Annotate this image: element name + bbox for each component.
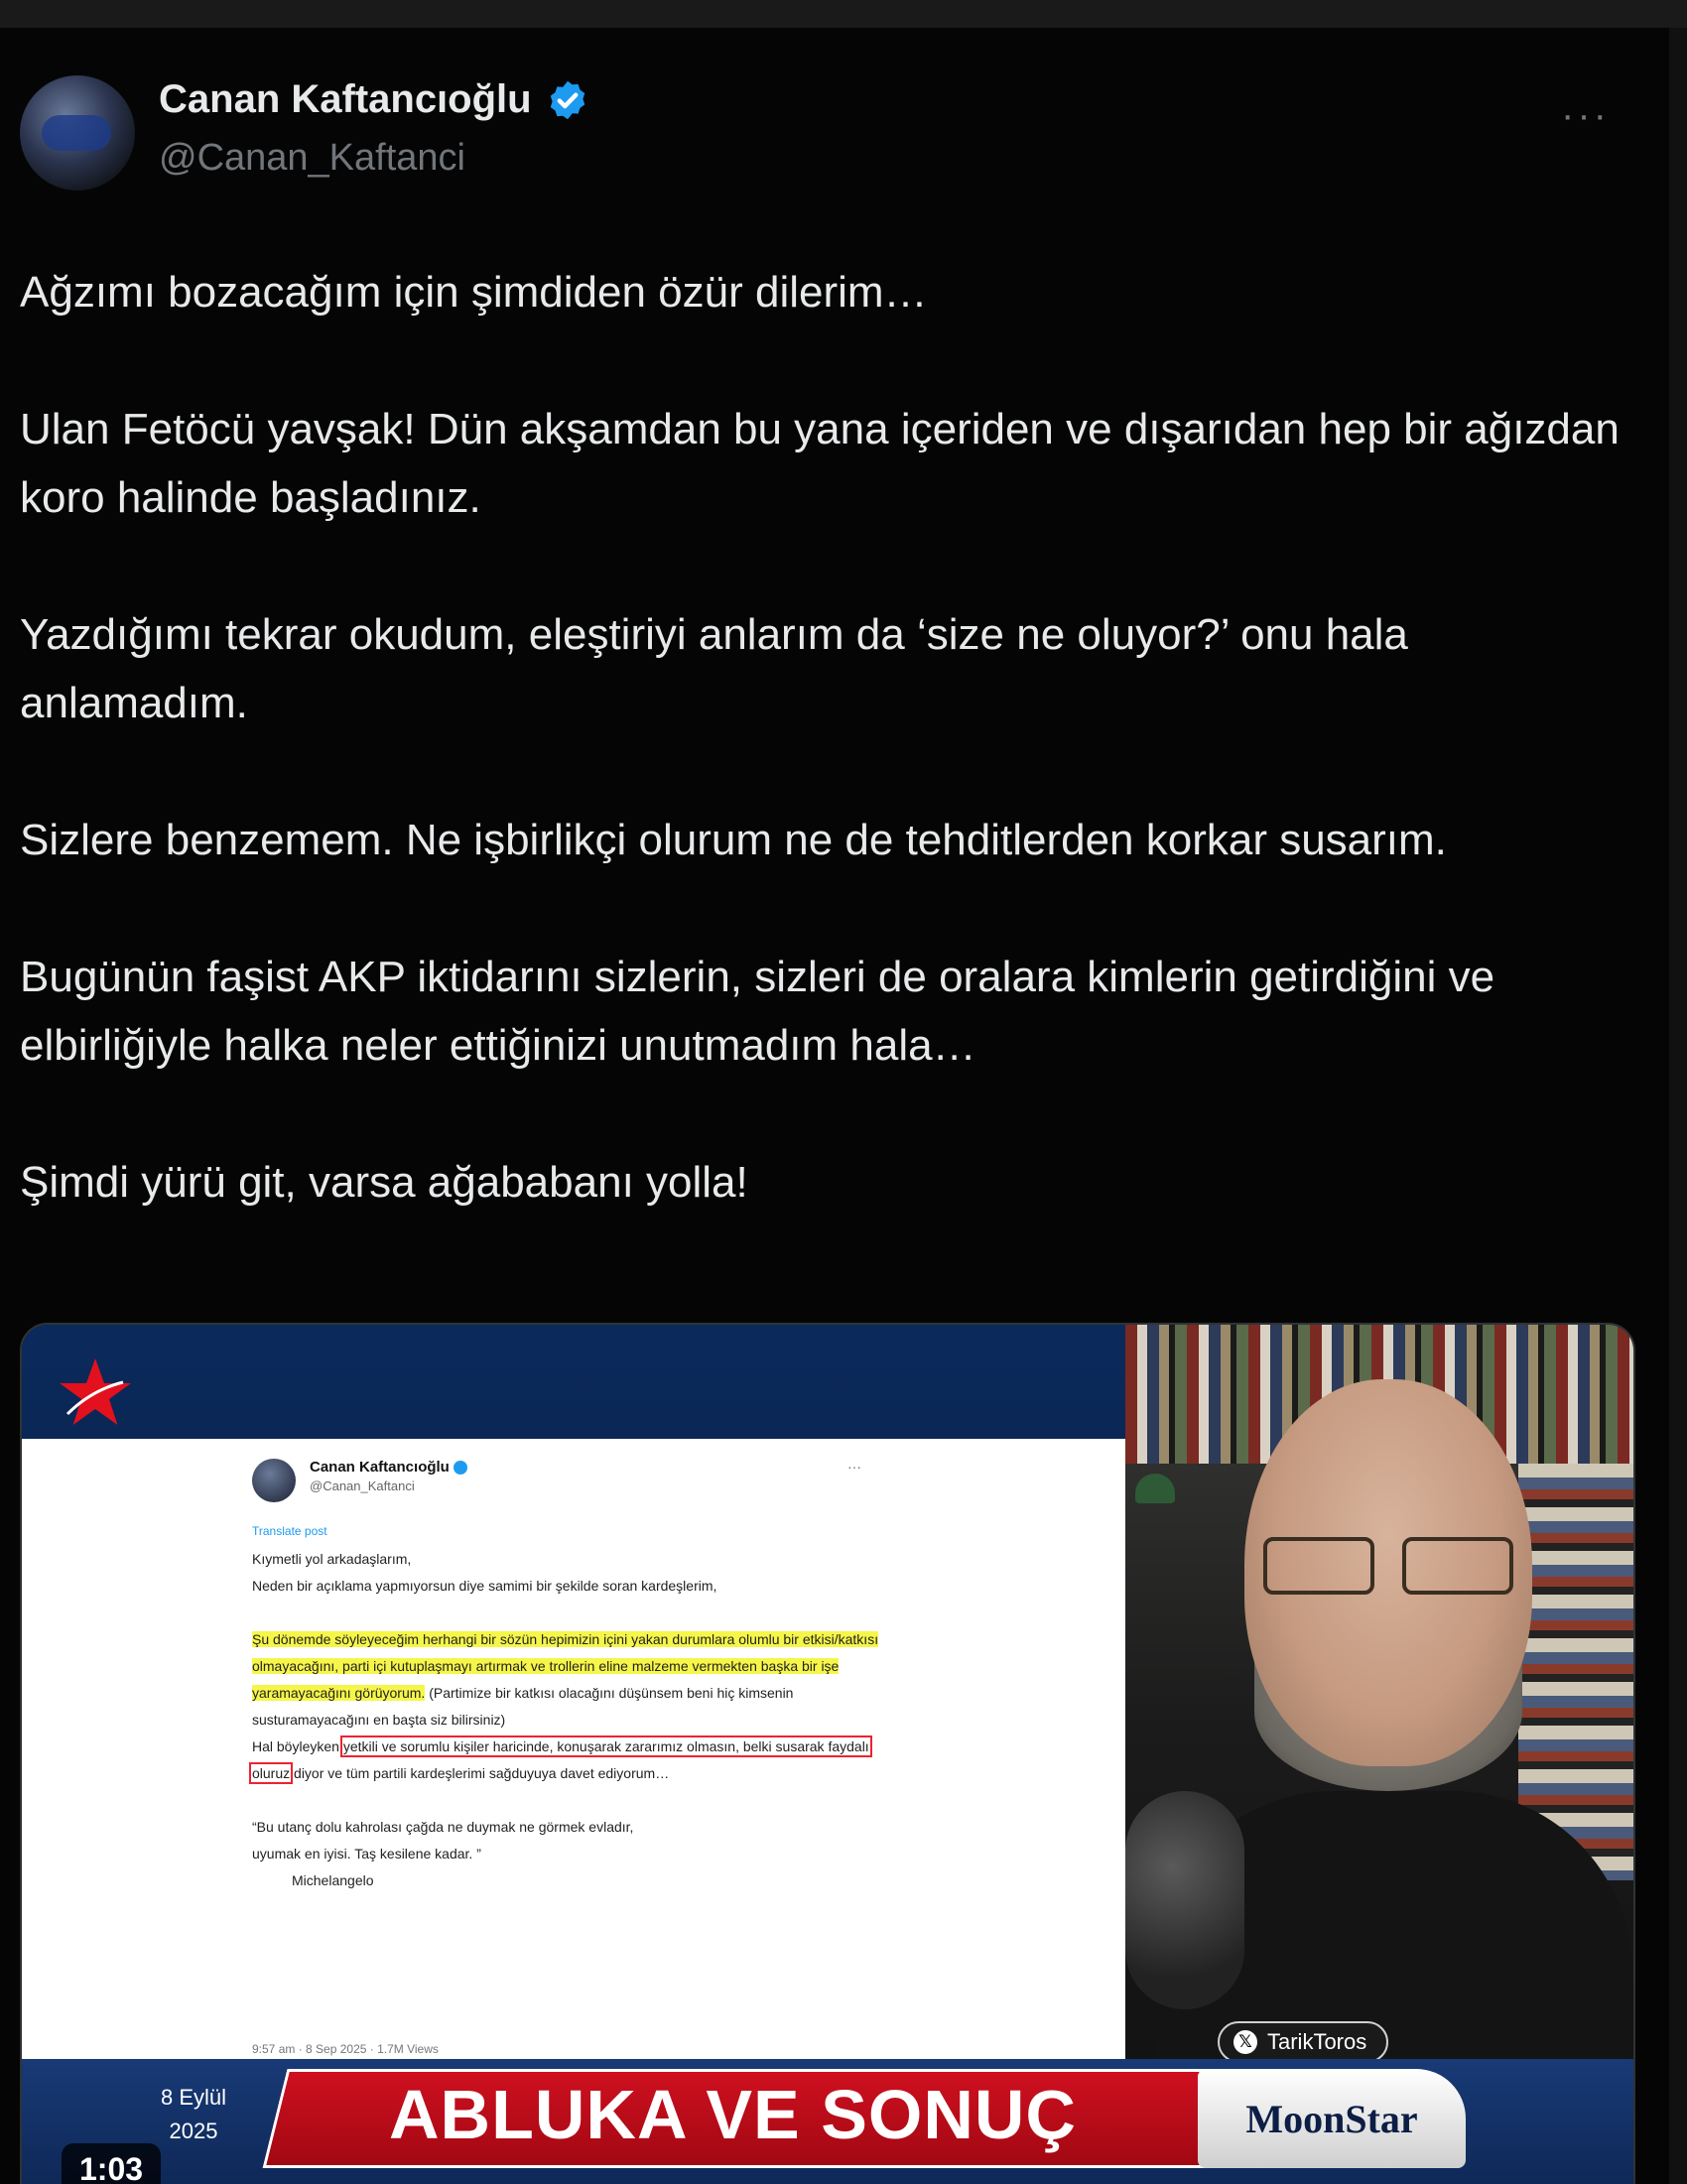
presenter-glasses xyxy=(1259,1533,1517,1589)
embedded-paragraph xyxy=(252,1626,887,1734)
right-edge xyxy=(1669,28,1687,2184)
embedded-quote-author: Michelangelo xyxy=(292,1872,374,1888)
video-left-panel xyxy=(22,1325,1125,2184)
verified-badge-icon xyxy=(546,78,589,122)
tweet-paragraph: Şimdi yürü git, varsa ağababanı yolla! xyxy=(20,1158,748,1207)
star-logo-icon xyxy=(56,1354,135,1434)
date-line: 2025 xyxy=(169,2119,218,2143)
tweet-text xyxy=(20,258,1647,1217)
tweet-paragraph: Yazdığımı tekrar okudum, eleştiriyi anlarım da ‘size ne oluyor?’ onu hala anlamadım. xyxy=(20,610,1408,727)
embedded-more-icon: ··· xyxy=(847,1459,861,1475)
author-name[interactable]: Canan Kaftancıoğlu xyxy=(159,77,532,121)
embedded-boxed-text: yetkili ve sorumlu kişiler haricinde, konuşarak zararımız olmasın, belki susarak faydalı oluruz xyxy=(252,1738,869,1781)
embedded-author-handle: @Canan_Kaftanci xyxy=(310,1478,415,1493)
video-player[interactable] xyxy=(20,1323,1635,2184)
embedded-quote: “Bu utanç dolu kahrolası çağda ne duymak ne görmek evladır, uyumak en iyisi. Taş kesilene kadar. ” xyxy=(252,1819,634,1862)
embedded-line: Neden bir açıklama yapmıyorsun diye samimi bir şekilde soran kardeşlerim, xyxy=(252,1578,717,1594)
embedded-line: Kıymetli yol arkadaşlarım, xyxy=(252,1551,412,1567)
credit-pill xyxy=(1218,2021,1388,2063)
embedded-after-highlight: (Partimize bir katkısı olacağını düşünsem beni hiç kimsenin susturamayacağını en başta siz bilirsiniz) xyxy=(252,1685,794,1728)
lamp xyxy=(1135,1474,1175,1503)
tweet-card xyxy=(0,28,1669,2184)
avatar[interactable] xyxy=(20,75,135,191)
embedded-avatar xyxy=(252,1459,296,1502)
embedded-tweet-screenshot xyxy=(22,1439,1125,2059)
embedded-highlight: Şu dönemde söyleyeceğim herhangi bir sözün hepimizin içini yakan durumlara olumlu bir etkisi/katkısı olmayacağını, parti içi kutuplaşmayı artırmak ve trollerin eline malzeme vermekten başka bir işe yaramayacağını görüyorum. xyxy=(252,1631,879,1701)
more-icon[interactable]: ··· xyxy=(1561,93,1610,137)
top-strip xyxy=(0,0,1687,28)
tweet-paragraph: Sizlere benzemem. Ne işbirlikçi olurum ne de tehditlerden korkar susarım. xyxy=(20,816,1447,864)
channel-logo: MoonStar xyxy=(1198,2069,1466,2168)
video-date xyxy=(161,2081,226,2148)
author-row xyxy=(159,77,589,122)
date-line: 8 Eylül xyxy=(161,2085,227,2110)
tweet-paragraph: Bugünün faşist AKP iktidarını sizlerin, sizleri de oralara kimlerin getirdiğini ve elbirliğiyle halka neler ettiğinizi unutmadım hala… xyxy=(20,953,1495,1070)
video-title: ABLUKA VE SONUÇ xyxy=(389,2076,1077,2153)
embedded-translate-link: Translate post xyxy=(252,1524,327,1538)
x-logo-icon: 𝕏 xyxy=(1233,2030,1257,2054)
embedded-verified-badge-icon xyxy=(454,1461,467,1475)
embedded-author-name: Canan Kaftancıoğlu xyxy=(310,1459,467,1476)
embedded-paragraph: Hal böyleyken yetkili ve sorumlu kişiler haricinde, konuşarak zararımız olmasın, belki susarak faydalı oluruz diyor ve tüm partili kardeşlerimi sağduyuya davet ediyorum… xyxy=(252,1738,869,1781)
video-duration: 1:03 xyxy=(62,2143,161,2184)
credit-handle: TarikToros xyxy=(1267,2029,1367,2054)
microphone xyxy=(1125,1791,1244,2009)
tweet-paragraph: Ulan Fetöcü yavşak! Dün akşamdan bu yana içeriden ve dışarıdan hep bir ağızdan koro halinde başladınız. xyxy=(20,405,1620,522)
embedded-tweet-text xyxy=(252,1546,887,1894)
tweet-paragraph: Ağzımı bozacağım için şimdiden özür dilerim… xyxy=(20,268,928,317)
author-handle[interactable]: @Canan_Kaftanci xyxy=(159,137,465,179)
embedded-footer: 9:57 am · 8 Sep 2025 · 1.7M Views xyxy=(252,2042,439,2056)
